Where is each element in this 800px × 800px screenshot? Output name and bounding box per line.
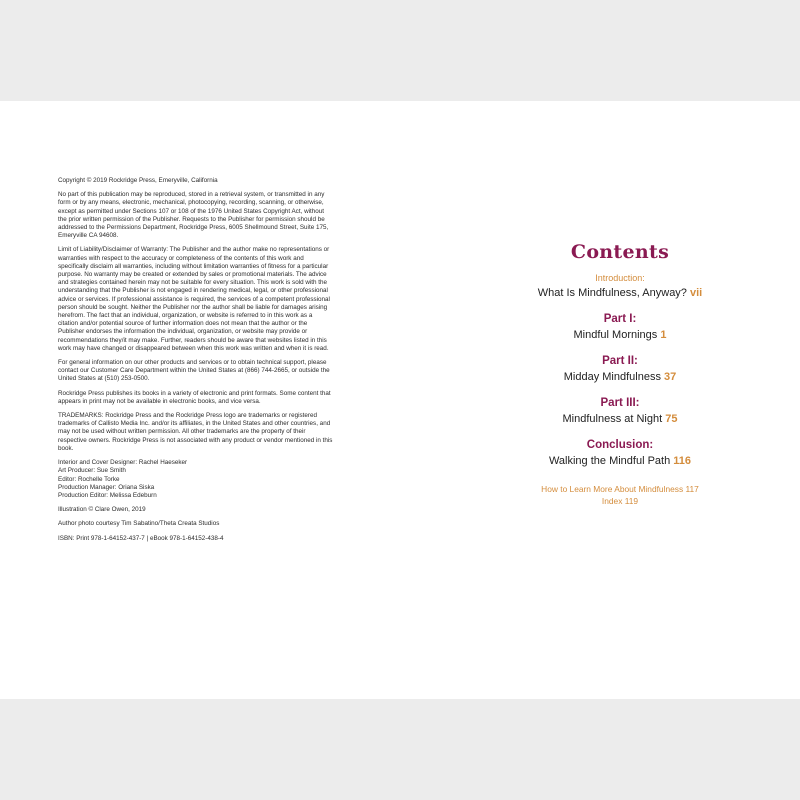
rights-paragraph: No part of this publication may be reproduced, stored in a retrieval system, or transmitted in any form or by any means, electronic, mechanical, photocopying, recording, scanning, or otherwise, except as permitted under Sections 107 or 108 of the 1976 United States Copyright Act, without the prior written permission of the Publisher. Requests to the Publisher for permission should be addressed to the Permissions Department, Rockridge Press, 6005 Shellmound Street, Suite 175, Emeryville CA 94608. (58, 191, 329, 240)
entry-page: 37 (664, 371, 677, 383)
formats-paragraph: Rockridge Press publishes its books in a variety of electronic and print formats. Some content that appears in print may not be available in electronic books, and vice versa. (58, 389, 331, 405)
credit-line: Interior and Cover Designer: Rachel Haeseker (58, 459, 188, 467)
entry-title: Mindfulness at Night (562, 413, 663, 425)
toc-extras (500, 483, 740, 507)
copyright-line: Copyright © 2019 Rockridge Press, Emeryville, California (58, 177, 218, 184)
toc-entry-part-1[interactable] (500, 329, 740, 341)
illustration-credit: Illustration © Clare Owen, 2019 (58, 506, 146, 514)
entry-page: 75 (665, 413, 678, 425)
entry-title: Walking the Mindful Path (548, 455, 671, 467)
credits-list (58, 459, 334, 500)
credit-line: Art Producer: Sue Smith (58, 467, 126, 475)
toc-entry-part-2[interactable] (500, 371, 740, 383)
credit-line: Production Manager: Oriana Siska (58, 483, 155, 491)
entry-page: 1 (660, 329, 667, 341)
toc-entry-conclusion[interactable] (500, 455, 740, 467)
part-label: Part I: (603, 313, 637, 325)
toc-entry-intro[interactable] (500, 287, 740, 299)
isbn-line: ISBN: Print 978-1-64152-437-7 | eBook 978-1-64152-438-4 (58, 534, 224, 542)
part-label: Conclusion: (586, 439, 654, 451)
entry-page: 116 (673, 455, 692, 467)
photo-credit: Author photo courtesy Tim Sabatino/Theta Creata Studios (58, 520, 220, 528)
entry-page: vii (690, 287, 703, 299)
trademarks-paragraph: TRADEMARKS: Rockridge Press and the Rockridge Press logo are trademarks or registered trademarks of Callisto Media Inc. and/or its affiliates, in the United States and other countries, and may not be used without written permission. All other trademarks are the property of their respective owners. Rockridge Press is not associated with any product or vendor mentioned in this book. (58, 412, 333, 452)
credit-line: Editor: Rochelle Torke (58, 475, 120, 483)
copyright-page (58, 177, 334, 549)
part-label: Part III: (600, 397, 640, 409)
entry-title: What Is Mindfulness, Anyway? (537, 287, 687, 299)
part-label: Part II: (602, 355, 638, 367)
table-of-contents (500, 241, 740, 507)
book-spread (0, 101, 800, 699)
general-info-paragraph: For general information on our other products and services or to obtain technical support, please contact our Customer Care Department within the United States at (866) 744-2665, or outside the United States at (510) 253-0500. (58, 359, 330, 383)
contents-title: Contents (570, 241, 670, 263)
entry-title: Mindful Mornings (573, 329, 658, 341)
toc-entry-part-3[interactable] (500, 413, 740, 425)
liability-paragraph: Limit of Liability/Disclaimer of Warranty: The Publisher and the author make no representations or warranties with respect to the accuracy or completeness of the contents of this work and specifically disclaim all warranties, including without limitation warranties of fitness for a particular purpose. No warranty may be created or extended by sales or promotional materials. The advice and strategies contained herein may not be suitable for every situation. This work is sold with the understanding that the Publisher is not engaged in rendering medical, legal, or other professional advice or services. If professional assistance is required, the services of a competent professional person should be sought. Neither the Publisher nor the author shall be liable for damages arising herefrom. The fact that an individual, organization, or website is referred to in this work as a citation and/or potential source of further information does not mean that the author or the Publisher endorses the information the individual, organization, or website may provide or recommendations they/it may make. Further, readers should be aware that websites listed in this work may have changed or disappeared between when this work was written and when it is read. (58, 246, 330, 352)
credit-line: Production Editor: Melissa Edeburn (58, 491, 157, 499)
intro-label: Introduction: (595, 273, 645, 283)
toc-entry-resources[interactable]: How to Learn More About Mindfulness 117 (541, 484, 699, 494)
entry-title: Midday Mindfulness (563, 371, 661, 383)
toc-entry-index[interactable]: Index 119 (601, 496, 639, 506)
